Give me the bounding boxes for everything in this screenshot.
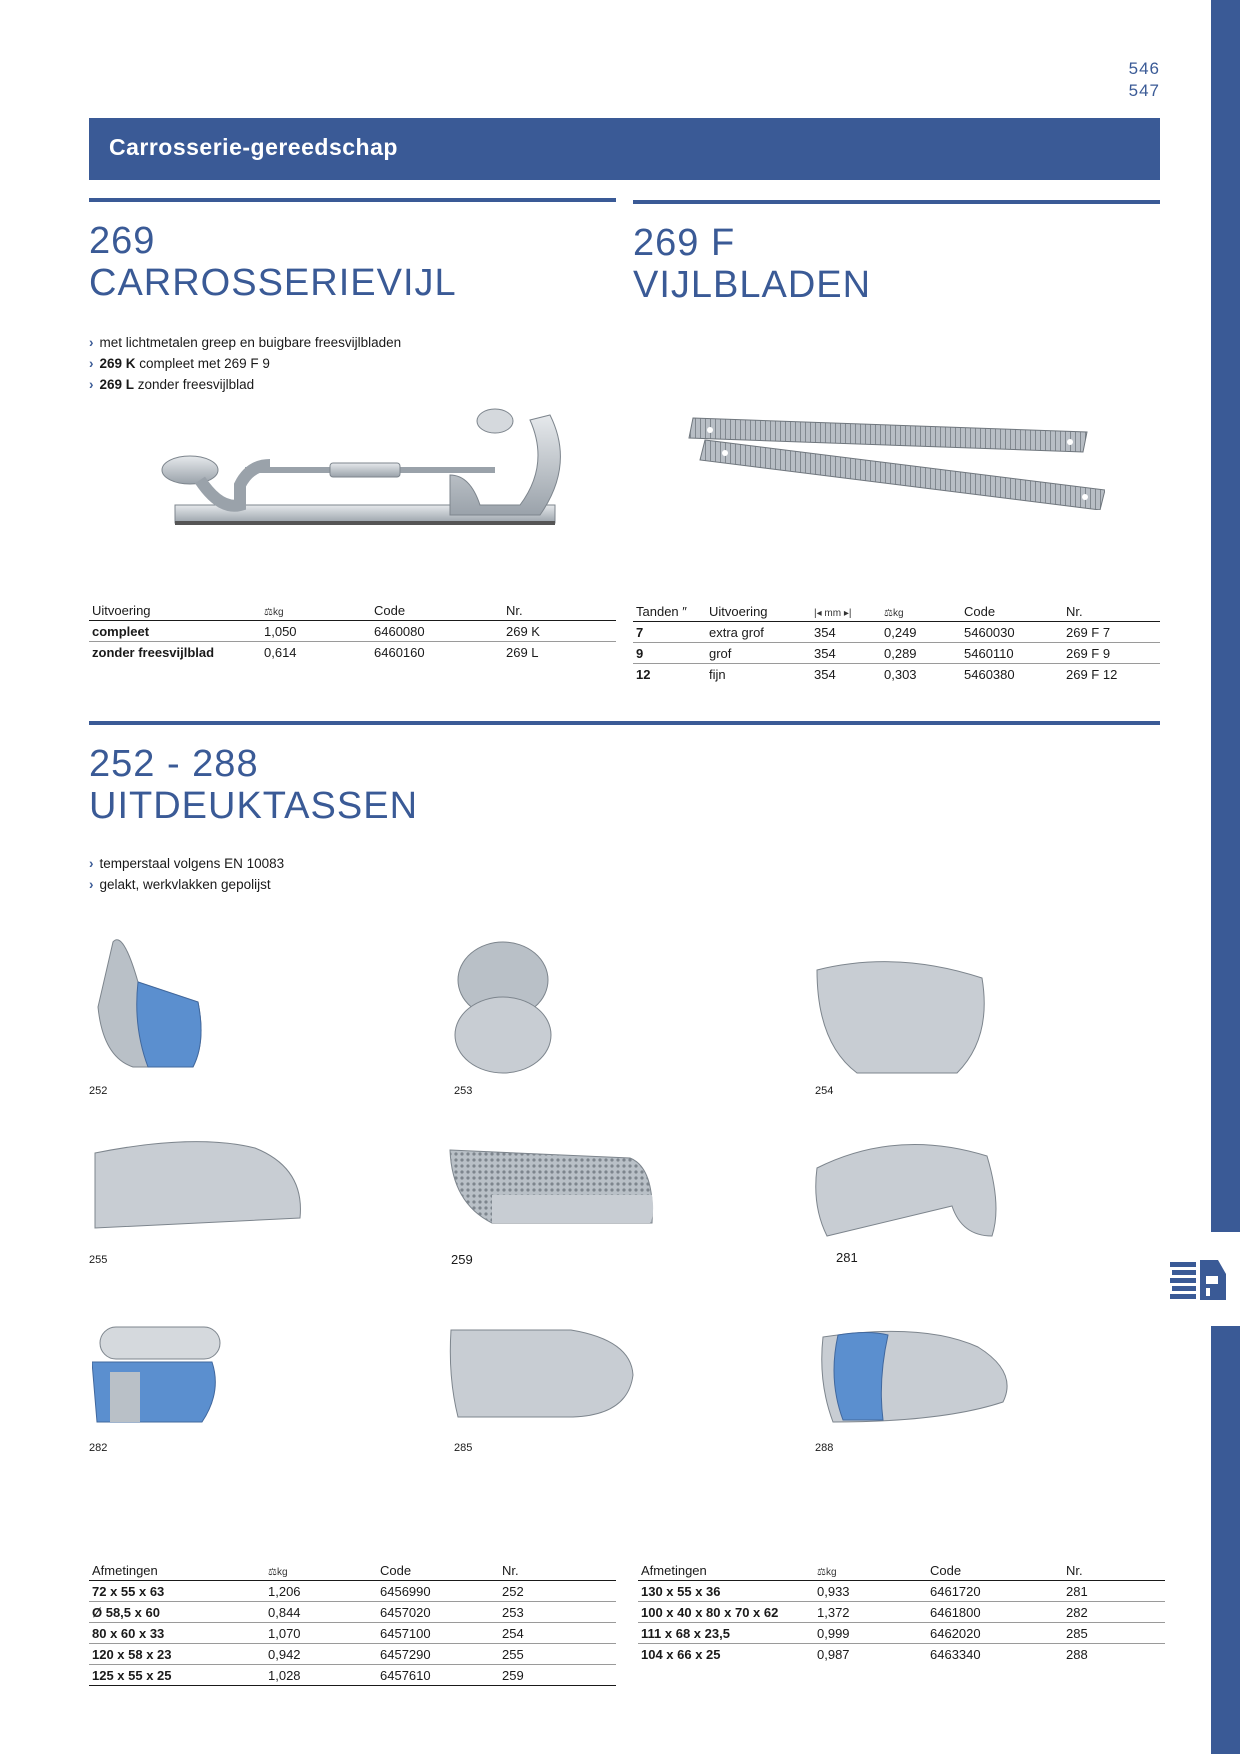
table-row: 120 x 58 x 23 0,942 6457290 255	[89, 1644, 616, 1665]
table-row: 130 x 55 x 36 0,933 6461720 281	[638, 1581, 1165, 1602]
product-number-269f: 269 F	[633, 222, 736, 264]
chevron-right-icon: ›	[89, 377, 94, 392]
page-numbers	[1129, 58, 1160, 102]
dolly-282-image	[92, 1322, 227, 1427]
column-header: Nr.	[1063, 1560, 1165, 1581]
file-blades-image	[685, 410, 1105, 510]
spec-table-dollies-left	[89, 1560, 616, 1686]
column-header-weight	[265, 1560, 377, 1581]
product-title-269f: VIJLBLADEN	[633, 264, 872, 306]
sidebar-band-top	[1211, 0, 1240, 1232]
table-row: 104 x 66 x 25 0,987 6463340 288	[641, 1646, 1088, 1662]
image-caption: 281	[836, 1250, 858, 1265]
spec-table-269	[89, 600, 616, 662]
image-caption: 255	[89, 1254, 108, 1266]
dolly-253-image	[448, 940, 558, 1075]
sidebar-band-bottom	[1211, 1326, 1240, 1754]
column-header-weight	[814, 1560, 927, 1581]
column-header: Code	[927, 1560, 1063, 1581]
chevron-right-icon: ›	[89, 335, 94, 350]
product-number-252-288: 252 - 288	[89, 743, 259, 785]
image-caption: 254	[815, 1085, 834, 1097]
dolly-288-image	[818, 1325, 1018, 1425]
column-header: Afmetingen	[638, 1560, 814, 1581]
dolly-255-image	[92, 1138, 307, 1233]
column-header: Nr.	[1063, 601, 1160, 622]
table-row: 100 x 40 x 80 x 70 x 62 1,372 6461800 282	[638, 1602, 1165, 1623]
dolly-281-image	[812, 1140, 1012, 1240]
chevron-right-icon: ›	[89, 356, 94, 371]
feature-list-252	[89, 853, 284, 895]
section-rule-252	[89, 721, 1160, 725]
column-header: Code	[377, 1560, 499, 1581]
column-header: Code	[371, 600, 503, 621]
image-caption: 282	[89, 1442, 108, 1454]
body-file-holder-image	[150, 405, 570, 535]
chevron-right-icon: ›	[89, 877, 94, 892]
table-row: 72 x 55 x 63 1,206 6456990 252	[89, 1581, 616, 1602]
section-rule-269f	[633, 200, 1160, 204]
scale-kg-icon: ⚖kg	[264, 606, 284, 618]
product-title-252-288: UITDEUKTASSEN	[89, 785, 419, 827]
column-header: Afmetingen	[89, 1560, 265, 1581]
column-header: Nr.	[503, 600, 616, 621]
feature-item: › 269 L zonder freesvijlblad	[89, 377, 255, 392]
scale-kg-icon: ⚖kg	[884, 607, 904, 619]
tools-section-icon	[1166, 1252, 1230, 1308]
dolly-254-image	[812, 960, 992, 1075]
table-row: compleet 1,050 6460080 269 K	[89, 621, 616, 642]
page-number-left: 546	[1128, 59, 1160, 78]
image-caption: 259	[451, 1252, 473, 1267]
table-row: 9 grof 354 0,289 5460110 269 F 9	[633, 643, 1160, 664]
dolly-252-image	[95, 932, 205, 1072]
feature-item: › temperstaal volgens EN 10083	[89, 856, 285, 871]
table-row: zonder freesvijlblad 0,614 6460160 269 L	[92, 644, 539, 660]
image-caption: 285	[454, 1442, 473, 1454]
table-row: 7 extra grof 354 0,249 5460030 269 F 7	[633, 622, 1160, 643]
column-header-weight	[261, 600, 371, 621]
scale-kg-icon: ⚖kg	[268, 1566, 288, 1578]
column-header-weight	[881, 601, 961, 622]
table-row: 111 x 68 x 23,5 0,999 6462020 285	[638, 1623, 1165, 1644]
scale-kg-icon: ⚖kg	[817, 1566, 837, 1578]
product-number-269: 269	[89, 220, 156, 262]
column-header: Uitvoering	[706, 601, 811, 622]
table-row: 12 fijn 354 0,303 5460380 269 F 12	[636, 666, 1118, 682]
column-header-length	[811, 601, 881, 622]
feature-item: › gelakt, werkvlakken gepolijst	[89, 877, 271, 892]
feature-list-269	[89, 332, 401, 395]
category-banner	[89, 118, 1160, 180]
image-caption: 253	[454, 1085, 473, 1097]
dolly-285-image	[448, 1325, 638, 1420]
feature-item: › met lichtmetalen greep en buigbare freesvijlbladen	[89, 335, 402, 350]
image-caption: 252	[89, 1085, 108, 1097]
column-header: Tanden ″	[633, 601, 706, 622]
table-row: 125 x 55 x 25 1,028 6457610 259	[89, 1665, 616, 1686]
feature-item: › 269 K compleet met 269 F 9	[89, 356, 270, 371]
spec-table-269f	[633, 601, 1160, 684]
product-title-269: CARROSSERIEVIJL	[89, 262, 457, 304]
image-caption: 288	[815, 1442, 834, 1454]
dolly-259-image	[447, 1145, 657, 1230]
page-number-right: 547	[1128, 81, 1160, 100]
column-header: Code	[961, 601, 1063, 622]
section-rule-269	[89, 198, 616, 202]
length-mm-icon: |◂ mm ▸|	[814, 607, 852, 619]
column-header: Nr.	[499, 1560, 616, 1581]
table-row: 80 x 60 x 33 1,070 6457100 254	[89, 1623, 616, 1644]
table-row: Ø 58,5 x 60 0,844 6457020 253	[89, 1602, 616, 1623]
column-header: Uitvoering	[89, 600, 261, 621]
spec-table-dollies-right	[638, 1560, 1165, 1664]
chevron-right-icon: ›	[89, 856, 94, 871]
category-title: Carrosserie-gereedschap	[109, 134, 398, 160]
